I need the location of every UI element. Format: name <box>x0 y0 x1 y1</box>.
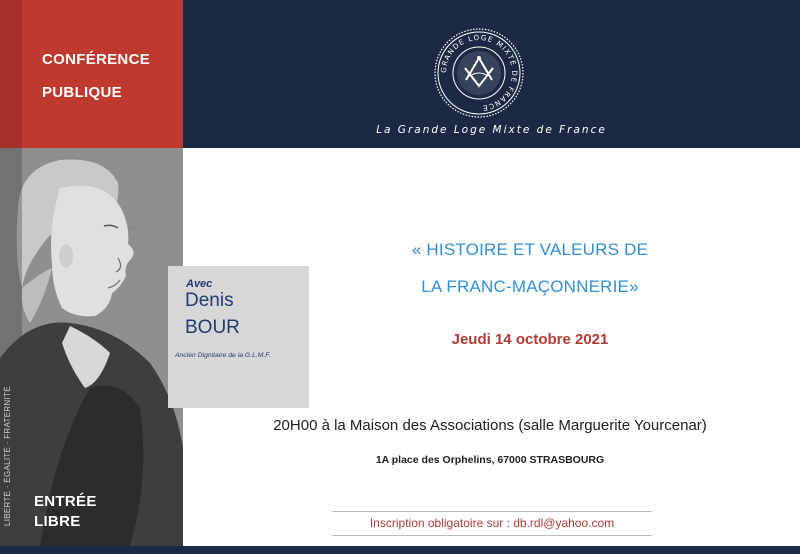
event-venue: 20H00 à la Maison des Associations (salle Marguerite Yourcenar) <box>273 417 707 434</box>
registration-divider-top <box>332 511 652 512</box>
lodge-seal-logo <box>434 28 524 118</box>
event-title-line1: « HISTOIRE ET VALEURS DE <box>411 240 649 259</box>
badge-side-strip <box>0 0 22 148</box>
motto-vertical-text: LIBERTÉ · ÉGALITÉ · FRATERNITÉ <box>3 386 12 526</box>
event-date: Jeudi 14 octobre 2021 <box>451 331 609 348</box>
entry-line-libre: LIBRE <box>34 513 81 530</box>
badge-line-conference: CONFÉRENCE <box>42 51 151 68</box>
speaker-card <box>168 266 309 408</box>
organization-name: La Grande Loge Mixte de France <box>376 124 607 136</box>
speaker-last-name: BOUR <box>185 317 240 338</box>
footer-bar <box>0 546 800 554</box>
event-title-line2: LA FRANC-MAÇONNERIE» <box>421 277 639 296</box>
badge-line-public: PUBLIQUE <box>42 84 122 101</box>
registration-info: Inscription obligatoire sur : db.rdl@yahoo.com <box>369 516 615 530</box>
conference-badge <box>0 0 183 148</box>
entry-line-entree: ENTRÉE <box>34 493 97 510</box>
speaker-with-label: Avec <box>186 278 213 290</box>
registration-divider-bottom <box>332 535 652 536</box>
seal-text: GRANDE LOGE MIXTE DE FRANCE <box>438 32 520 113</box>
portrait-engraving <box>0 148 183 546</box>
event-address: 1A place des Orphelins, 67000 STRASBOURG <box>375 454 605 466</box>
speaker-role: Ancien Dignitaire de la G.L.M.F. <box>175 352 271 359</box>
speaker-first-name: Denis <box>185 290 234 311</box>
portrait-image <box>0 148 183 546</box>
